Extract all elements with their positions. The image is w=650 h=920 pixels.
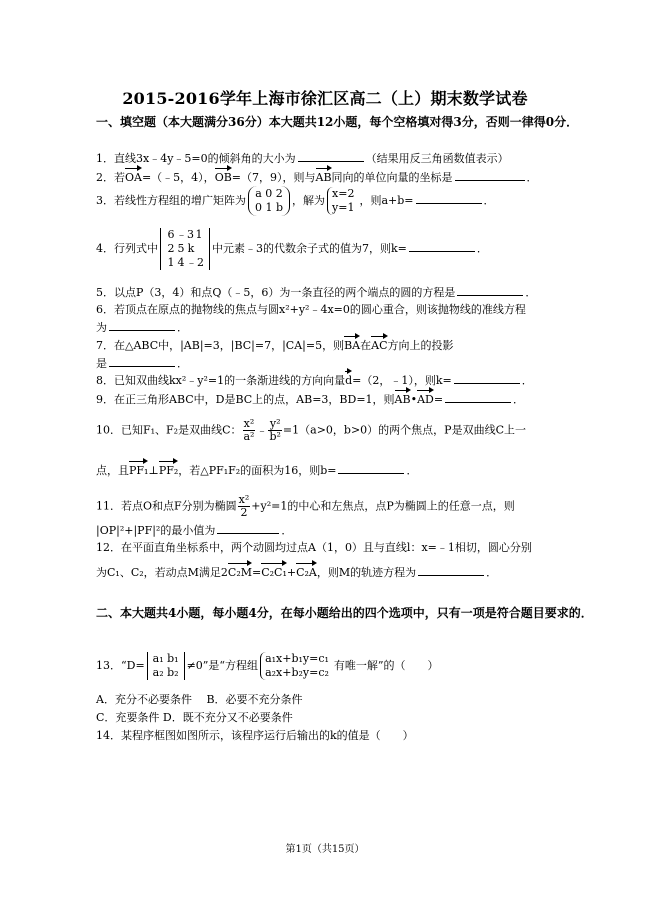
answer-blank (418, 564, 484, 576)
answer-blank (338, 462, 404, 474)
vector-pf1: PF₁ (129, 464, 149, 477)
answer-blank (455, 169, 525, 181)
answer-blank (217, 522, 279, 534)
vector-c2m: C₂M (227, 566, 253, 579)
vector-ba: BA (344, 339, 361, 352)
question-6-cont: 为 ． (96, 321, 188, 334)
question-13-options-cd: C．充要条件 D．既不充分又不必要条件 (96, 711, 293, 724)
fraction-x2-a2: $\frac{\text{x²}}{\text{a²}}$ (243, 417, 255, 443)
answer-blank (457, 284, 523, 296)
question-7: 7．在△ABC中，|AB|=3，|BC|=7，|CA|=5，则BA在AC方向上的投影 (96, 339, 454, 352)
page-title: 2015-2016学年上海市徐汇区高二（上）期末数学试卷 (122, 89, 528, 108)
question-10: 10．已知F₁、F₂是双曲线C： $\frac{\text{x²}}{\text{a²}}$ ﹣ $\frac{\text{y²}}{\text{b²}}$ =1（a>0，b>0）的两个焦点，P是双曲线C上一 (96, 417, 526, 443)
question-5: 5．以点P（3，4）和点Q（﹣5，6）为一条直径的两个端点的圆的方程是 ． (96, 286, 537, 299)
question-2: 2．若OA=（﹣5，4），OB=（7，9），则与AB同向的单位向量的坐标是 ． (96, 171, 538, 184)
vector-ab: AB (394, 393, 411, 406)
question-3: 3．若线性方程组的增广矩阵为 a 0 2 0 1 b ，解为 x=2 y=1 ，则a+b= ． (96, 187, 495, 214)
page-footer: 第1页（共15页） (285, 844, 365, 855)
question-8: 8．已知双曲线kx²﹣y²=1的一条渐进线的方向向量d=（2，﹣1），则k= ． (96, 374, 533, 387)
question-12: 12．在平面直角坐标系中，两个动圆均过点A（1，0）且与直线l：x=﹣1相切，圆心分别 (96, 541, 532, 554)
question-14: 14．某程序框图如图所示，该程序运行后输出的k的值是（ ） (96, 729, 414, 742)
answer-blank (454, 372, 520, 384)
fraction-y2-b2: $\frac{\text{y²}}{\text{b²}}$ (269, 417, 281, 443)
question-11-cont: |OP|²+|PF|²的最小值为 ． (96, 524, 293, 537)
section-2-heading: 二、本大题共4小题，每小题4分，在每小题给出的四个选项中，只有一项是符合题目要求的． (96, 606, 593, 620)
question-1: 1．直线3x﹣4y﹣5=0的倾斜角的大小为 （结果用反三角函数值表示） (96, 152, 509, 165)
answer-blank (298, 150, 364, 162)
vector-ac: AC (371, 339, 388, 352)
answer-blank (445, 391, 511, 403)
question-4: 4．行列式中 6 ﹣3 1 2 5 k 1 4 ﹣2 中元素﹣3的代数余子式的值为7，则k= ． (96, 228, 488, 269)
vector-ad: AD (417, 393, 434, 406)
question-7-cont: 是 ． (96, 357, 188, 370)
augmented-matrix: a 0 2 0 1 b (248, 186, 290, 216)
fraction-x2-2: $\frac{\text{x²}}{2}$ (238, 493, 250, 519)
question-9: 9．在正三角形ABC中，D是BC上的点，AB=3，BD=1，则AB•AD= ． (96, 393, 525, 406)
question-10-cont: 点，且PF₁⊥PF₂，若△PF₁F₂的面积为16，则b= ． (96, 464, 418, 477)
answer-blank (109, 319, 175, 331)
question-13: 13．“D= a₁ b₁ a₂ b₂ ≠0”是“方程组 a₁x+b₁y=c₁ a₂x+b₂y=c₂ 有唯一解”的（ ） (96, 652, 439, 679)
vector-c2a: C₂A (296, 566, 317, 579)
vector-oa: OA (125, 171, 142, 184)
vector-c2c1: C₂C₁ (261, 566, 287, 579)
vector-pf2: PF₂ (158, 464, 179, 477)
vector-ob: OB (214, 171, 232, 184)
question-6: 6．若顶点在原点的抛物线的焦点与圆x²+y²﹣4x=0的圆心重合，则该抛物线的准线方程 (96, 303, 526, 316)
answer-blank (109, 355, 175, 367)
vector-ab: AB (315, 171, 332, 184)
question-11: 11．若点O和点F分别为椭圆 $\frac{\text{x²}}{2}$ +y²=1的中心和左焦点，点P为椭圆上的任意一点，则 (96, 493, 515, 519)
answer-blank (409, 240, 475, 252)
question-12-cont: 为C₁、C₂，若动点M满足2C₂M=C₂C₁+C₂A，则M的轨迹方程为 ． (96, 566, 498, 579)
answer-blank (416, 192, 482, 204)
vector-d: d (345, 374, 353, 387)
determinant-3x3: 6 ﹣3 1 2 5 k 1 4 ﹣2 (160, 228, 210, 270)
determinant-2x2: a₁ b₁ a₂ b₂ (147, 652, 185, 680)
section-1-heading: 一、填空题（本大题满分36分）本大题共12小题，每个空格填对得3分，否则一律得0分． (96, 115, 579, 129)
question-13-options-ab: A．充分不必要条件 B．必要不充分条件 (96, 693, 303, 706)
solution-system: x=2 y=1 (327, 187, 357, 215)
equation-system: a₁x+b₁y=c₁ a₂x+b₂y=c₂ (260, 652, 332, 680)
